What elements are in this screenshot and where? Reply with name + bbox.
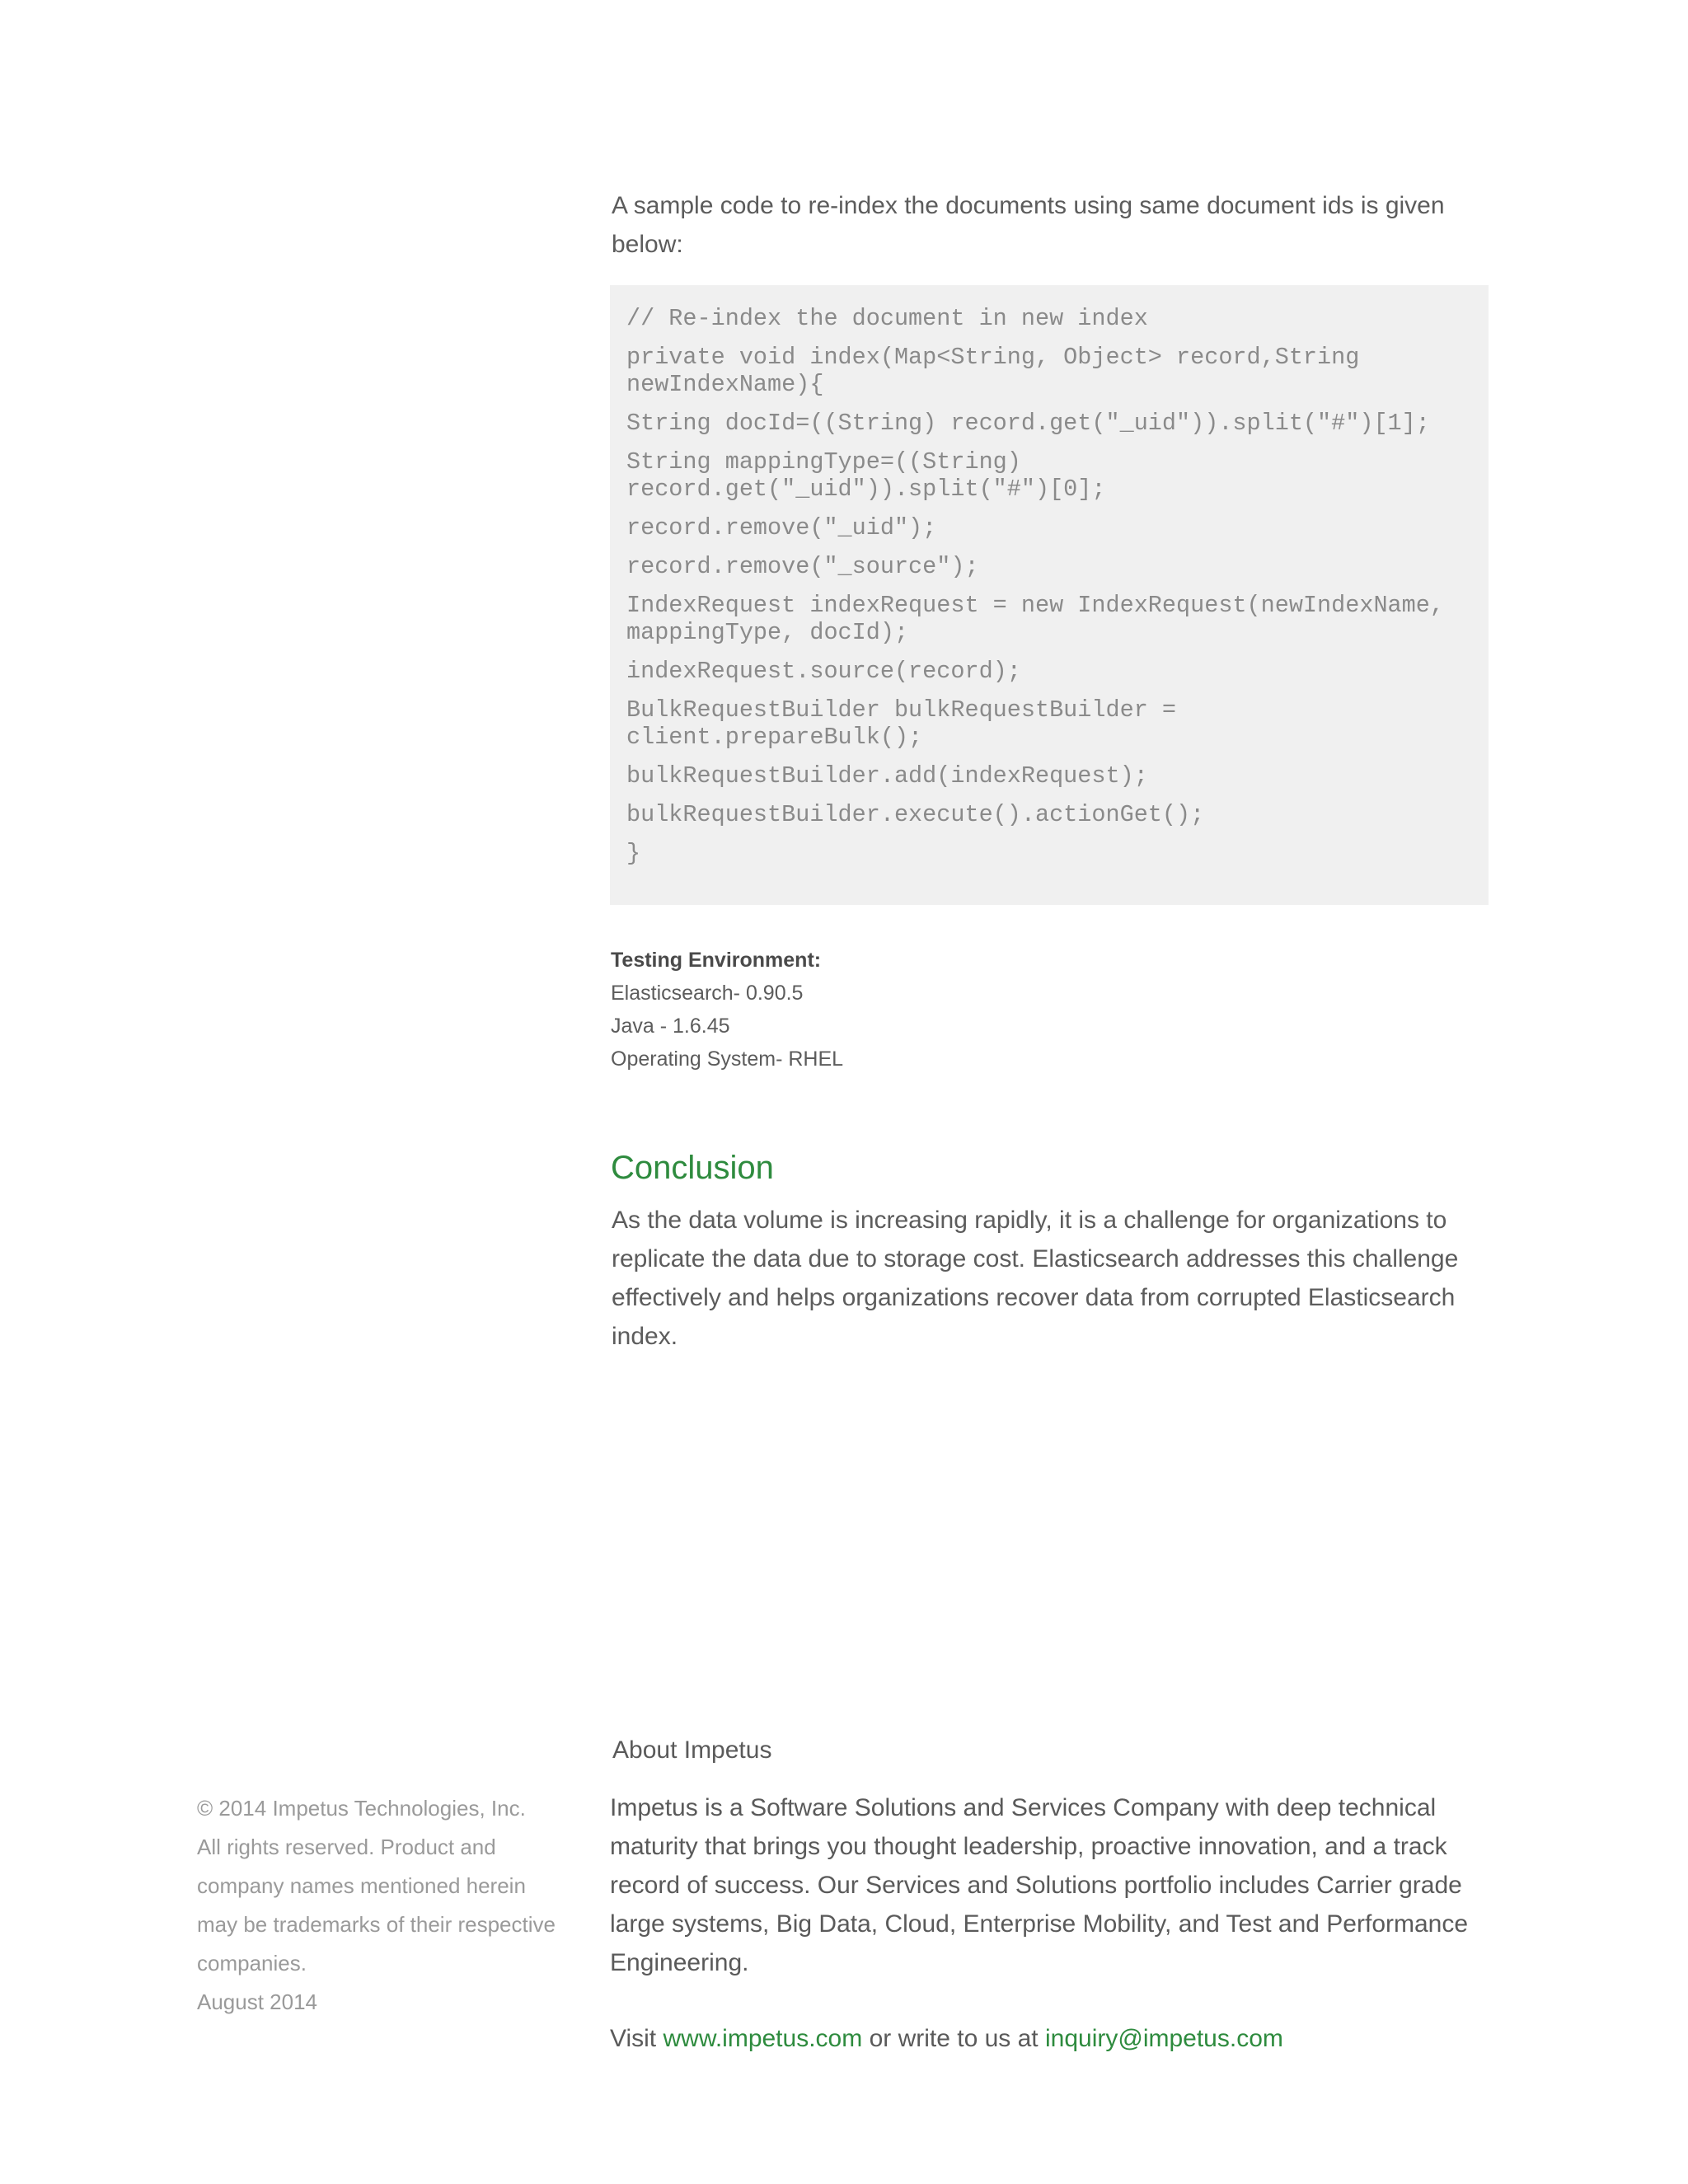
code-block — [610, 285, 1489, 905]
code-line: // Re-index the document in new index — [626, 305, 1148, 332]
visit-middle: or write to us at — [869, 2025, 1039, 2052]
email-link[interactable]: inquiry@impetus.com — [1044, 2025, 1283, 2052]
copyright-line: © 2014 Impetus Technologies, Inc. — [197, 1796, 526, 1821]
conclusion-heading: Conclusion — [611, 1150, 774, 1186]
code-line: indexRequest.source(record); — [626, 658, 1021, 685]
testing-environment — [611, 944, 1270, 1076]
code-line: } — [626, 840, 641, 867]
code-line: record.remove("_source"); — [626, 553, 979, 580]
code-line: bulkRequestBuilder.execute().actionGet(); — [626, 801, 1205, 828]
footer-copyright — [197, 1789, 560, 2022]
website-link[interactable]: www.impetus.com — [663, 2025, 863, 2052]
rights-notice: All rights reserved. Product and company names mentioned herein may be trademarks of their respective companies. — [197, 1835, 556, 1975]
conclusion-paragraph: As the data volume is increasing rapidly, it is a challenge for organizations to replicate the data due to storage cost. Elasticsearch addresses this challenge effectively and helps organizations recover data from corrupted Elasticsearch index. — [612, 1207, 1459, 1350]
code-line: String mappingType=((String) record.get("_uid")).split("#")[0]; — [626, 448, 1106, 503]
about-paragraph: Impetus is a Software Solutions and Services Company with deep technical maturity that brings you thought leadership, proactive innovation, and a track record of success. Our Services and Solutions portfolio includes Carrier grade large systems, Big Data, Cloud, Enterprise Mobility, and Test and Performance Engineering. — [610, 1794, 1469, 1976]
environment-item: Elasticsearch- 0.90.5 — [611, 982, 804, 1005]
environment-item: Java - 1.6.45 — [611, 1015, 730, 1038]
intro-paragraph: A sample code to re-index the documents using same document ids is given below: — [612, 192, 1445, 258]
code-line: bulkRequestBuilder.add(indexRequest); — [626, 762, 1148, 790]
code-line: IndexRequest indexRequest = new IndexRequest(newIndexName, mappingType, docId); — [626, 592, 1444, 646]
code-line: BulkRequestBuilder bulkRequestBuilder = client.prepareBulk(); — [626, 696, 1177, 751]
about-heading: About Impetus — [612, 1736, 772, 1764]
code-line: record.remove("_uid"); — [626, 514, 937, 541]
code-line: String docId=((String) record.get("_uid")).split("#")[1]; — [626, 410, 1430, 437]
contact-line — [610, 2019, 1517, 2058]
testing-environment-heading: Testing Environment: — [611, 949, 822, 972]
visit-prefix: Visit — [610, 2025, 657, 2052]
publish-date: August 2014 — [197, 1990, 318, 2014]
environment-item: Operating System- RHEL — [611, 1047, 844, 1071]
code-line: private void index(Map<String, Object> record,String newIndexName){ — [626, 344, 1360, 398]
